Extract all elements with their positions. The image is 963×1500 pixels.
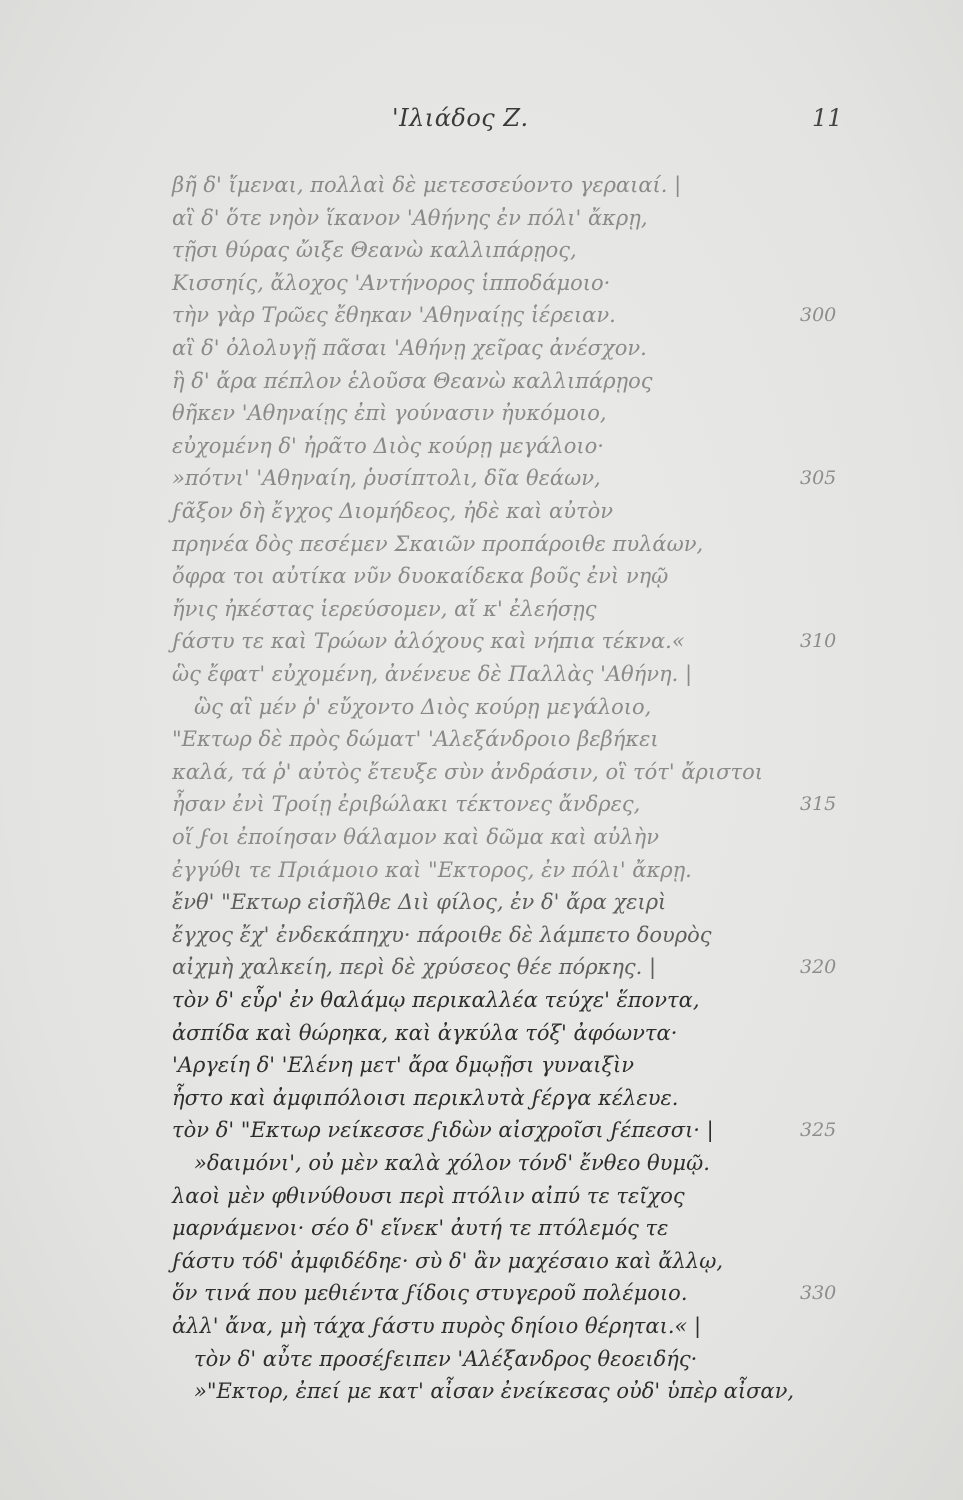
verse-text: "Εκτωρ δὲ πρὸς δώματ' 'Αλεξάνδροιο βεβήκει bbox=[172, 727, 659, 752]
verse-line bbox=[172, 1244, 723, 1278]
verse-line bbox=[172, 527, 703, 561]
verse-text: »δαιμόνι', οὐ μὲν καλὰ χόλον τόνδ' ἔνθεο θυμῷ. bbox=[194, 1151, 710, 1175]
running-head bbox=[0, 104, 963, 144]
verse-line bbox=[172, 461, 601, 495]
verse-line bbox=[194, 1342, 697, 1376]
verse-text: θῆκεν 'Αθηναίῃς ἐπὶ γούνασιν ἠυκόμοιο, bbox=[172, 401, 607, 426]
verse-text: ἔνθ' "Εκτωρ εἰσῆλθε Διὶ φίλος, ἐν δ' ἄρα χειρὶ bbox=[172, 890, 667, 915]
verse-text: ἣ δ' ἄρα πέπλον ἑλοῦσα Θεανὼ καλλιπάρῃος bbox=[172, 368, 653, 393]
verse-text: ἔγχος ἔχ' ἐνδεκάπηχυ· πάροιθε δὲ λάμπετο δουρὸς bbox=[172, 922, 712, 947]
verse-line bbox=[172, 1113, 714, 1147]
verse-line bbox=[172, 429, 604, 463]
verse-text: ὣς αἳ μέν ῥ' εὔχοντο Διὸς κούρῃ μεγάλοιο, bbox=[194, 694, 652, 719]
verse-line bbox=[194, 1374, 794, 1408]
verse-line bbox=[172, 983, 700, 1017]
verse-text: »"Εκτορ, ἐπεί με κατ' αἶσαν ἐνείκεσας οὐδ' ὑπὲρ αἶσαν, bbox=[194, 1379, 795, 1404]
verse-text: ἤνις ἠκέστας ἱερεύσομεν, αἴ κ' ἐλεήσῃς bbox=[172, 596, 597, 621]
verse-text: ἐγγύθι τε Πριάμοιο καὶ "Εκτορος, ἐν πόλι' ἄκρῃ. bbox=[172, 857, 692, 882]
verse-line bbox=[172, 950, 656, 984]
verse-text: καλά, τά ῥ' αὐτὸς ἔτευξε σὺν ἀνδράσιν, οἳ τότ' ἄριστοι bbox=[172, 759, 763, 784]
verse-line bbox=[172, 722, 659, 756]
verse-line bbox=[172, 364, 653, 398]
line-number: 300 bbox=[800, 304, 837, 327]
verse-line bbox=[172, 168, 681, 202]
verse-text: ϝᾶξον δὴ ἔγχος Διομήδεος, ἠδὲ καὶ αὐτὸν bbox=[172, 499, 614, 523]
verse-line bbox=[172, 1309, 701, 1343]
verse-line bbox=[172, 201, 648, 235]
verse-text: ὅν τινά που μεθιέντα ϝίδοις στυγεροῦ πολέμοιο. bbox=[172, 1281, 688, 1306]
verse-text: ἀλλ' ἄνα, μὴ τάχα ϝάστυ πυρὸς δηίοιο θέρηται.« | bbox=[172, 1314, 702, 1338]
verse-text: ὣς ἔφατ' εὐχομένη, ἀνένευε δὲ Παλλὰς 'Αθήνη. | bbox=[172, 662, 693, 686]
verse-text: μαρνάμενοι· σέο δ' εἵνεκ' ἀυτή τε πτόλεμός τε bbox=[172, 1216, 669, 1241]
verse-line bbox=[172, 657, 692, 691]
verse-text: τῇσι θύρας ὤιξε Θεανὼ καλλιπάρῃος, bbox=[172, 238, 577, 263]
line-number: 325 bbox=[800, 1119, 837, 1142]
verse-line bbox=[172, 396, 607, 430]
verse-line bbox=[172, 624, 685, 658]
line-number: 310 bbox=[800, 630, 837, 653]
verse-line bbox=[172, 853, 692, 887]
verse-text: τὸν δ' "Εκτωρ νείκεσσε ϝιδὼν αἰσχροῖσι ϝέπεσσι· | bbox=[172, 1118, 714, 1143]
line-number: 320 bbox=[800, 956, 837, 979]
verse-text: εὐχομένη δ' ἠρᾶτο Διὸς κούρῃ μεγάλοιο· bbox=[172, 433, 604, 458]
verse-line bbox=[172, 233, 577, 267]
verse-text: ϝάστυ τόδ' ἀμφιδέδηε· σὺ δ' ἂν μαχέσαιο καὶ ἄλλῳ, bbox=[172, 1248, 724, 1273]
line-number: 315 bbox=[800, 793, 837, 816]
verse-text: βῆ δ' ἴμεναι, πολλαὶ δὲ μετεσσεύοντο γεραιαί. | bbox=[172, 173, 682, 197]
verse-text: ἀσπίδα καὶ θώρηκα, καὶ ἀγκύλα τόξ' ἀφόωντα· bbox=[172, 1020, 678, 1045]
verse-text: Κισσηίς, ἄλοχος 'Αντήνορος ἱπποδάμοιο· bbox=[172, 270, 611, 295]
line-number: 330 bbox=[800, 1282, 837, 1305]
verse-text: τὸν δ' εὗρ' ἐν θαλάμῳ περικαλλέα τεύχε' ἕποντα, bbox=[172, 988, 700, 1012]
verse-line bbox=[172, 820, 659, 854]
verse-text: ἦσαν ἐνὶ Τροίῃ ἐριβώλακι τέκτονες ἄνδρες, bbox=[172, 792, 641, 817]
verse-text: πρηνέα δὸς πεσέμεν Σκαιῶν προπάροιθε πυλάων, bbox=[172, 531, 704, 556]
verse-line bbox=[172, 787, 640, 821]
verse-text: ϝάστυ τε καὶ Τρώων ἀλόχους καὶ νήπια τέκνα.« bbox=[172, 629, 685, 654]
running-title: 'Ιλιάδος Ζ. bbox=[392, 104, 529, 132]
page-number: 11 bbox=[812, 104, 843, 132]
verse-line bbox=[172, 1081, 678, 1115]
verse-line bbox=[172, 1048, 634, 1082]
verse-text: αἰχμὴ χαλκείη, περὶ δὲ χρύσεος θέε πόρκης. | bbox=[172, 955, 657, 980]
verse-text: ὄφρα τοι αὐτίκα νῦν δυοκαίδεκα βοῦς ἐνὶ νηῷ bbox=[172, 564, 669, 589]
verse-line bbox=[172, 494, 613, 528]
verse-line bbox=[172, 885, 666, 919]
verse-line bbox=[172, 1016, 677, 1050]
verse-line bbox=[172, 331, 647, 365]
verse-line bbox=[172, 266, 610, 300]
verse-text: »πότνι' 'Αθηναίη, ῥυσίπτολι, δῖα θεάων, bbox=[172, 466, 601, 491]
verse-text: οἵ ϝοι ἐποίησαν θάλαμον καὶ δῶμα καὶ αὐλὴν bbox=[172, 825, 659, 849]
verse-line bbox=[172, 1211, 668, 1245]
verse-line bbox=[194, 1146, 710, 1180]
verse-text: αἳ δ' ὀλολυγῇ πᾶσαι 'Αθήνῃ χεῖρας ἀνέσχον. bbox=[172, 336, 647, 360]
verse-line bbox=[172, 559, 668, 593]
verse-line bbox=[172, 1276, 688, 1310]
verse-line bbox=[172, 918, 712, 952]
verse-line bbox=[172, 592, 597, 626]
verse-text: τὸν δ' αὖτε προσέϝειπεν 'Αλέξανδρος θεοειδής· bbox=[194, 1346, 698, 1371]
verse-text: αἳ δ' ὅτε νηὸν ἵκανον 'Αθήνης ἐν πόλι' ἄκρῃ, bbox=[172, 205, 648, 230]
verse-text: τὴν γὰρ Τρῶες ἔθηκαν 'Αθηναίῃς ἱέρειαν. bbox=[172, 303, 616, 328]
verse-text: λαοὶ μὲν φθινύθουσι περὶ πτόλιν αἰπύ τε τεῖχος bbox=[172, 1183, 685, 1208]
verse-line bbox=[194, 690, 651, 724]
verse-text: ἧστο καὶ ἀμφιπόλοισι περικλυτὰ ϝέργα κέλευε. bbox=[172, 1085, 679, 1110]
verse-line bbox=[172, 755, 763, 789]
verse-line bbox=[172, 298, 616, 332]
line-number: 305 bbox=[800, 467, 837, 490]
verse-text: 'Αργείη δ' 'Ελένη μετ' ἄρα δμῳῇσι γυναιξὶν bbox=[172, 1053, 635, 1078]
verse-line bbox=[172, 1179, 685, 1213]
